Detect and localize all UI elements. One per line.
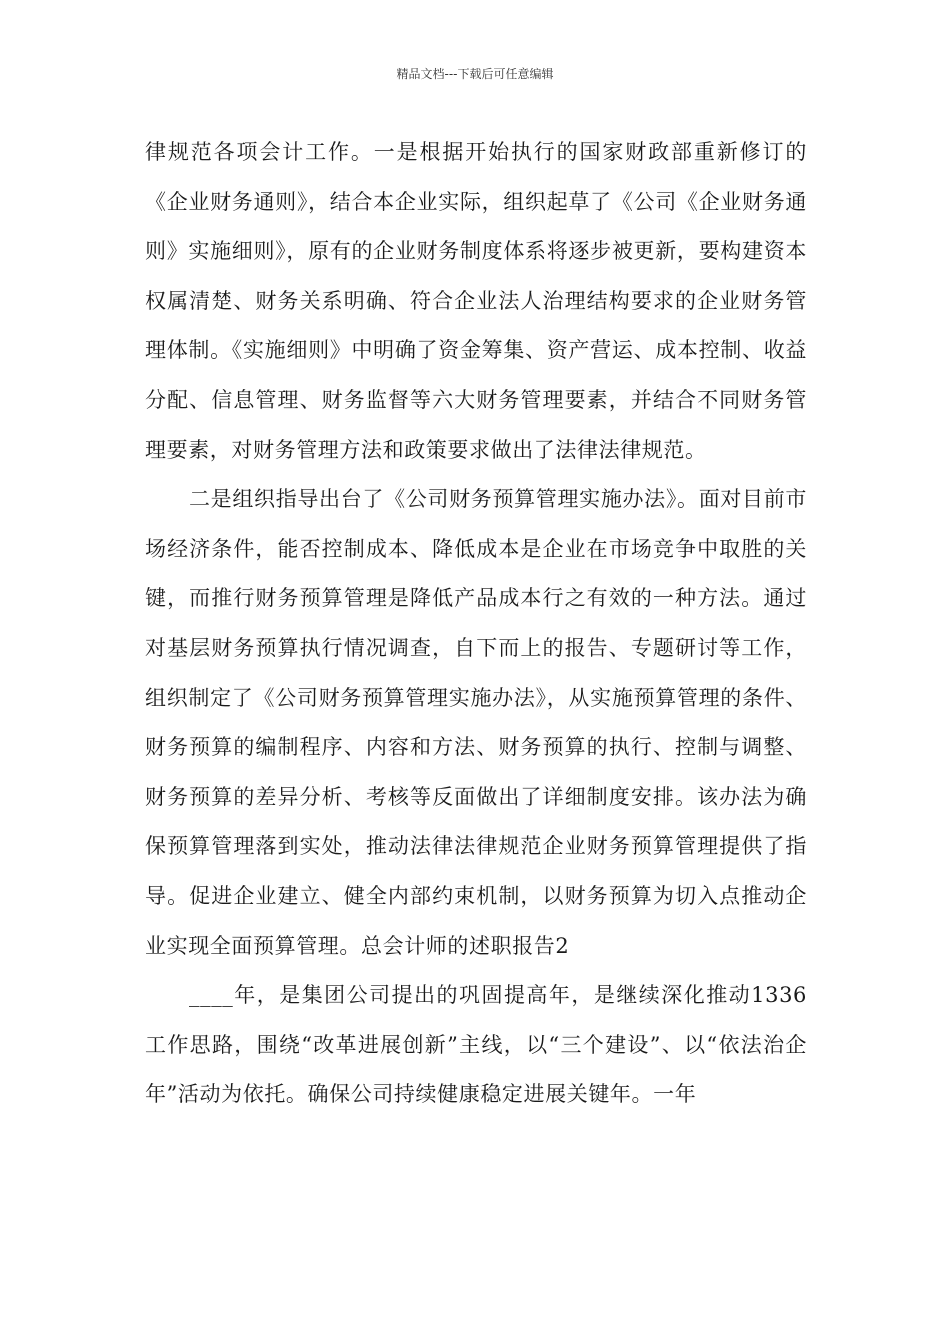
- paragraph-1: 律规范各项会计工作。一是根据开始执行的国家财政部重新修订的《企业财务通则》，结合本企业实际，组织起草了《公司《企业财务通则》实施细则》，原有的企业财务制度体系将逐步被更新，要构建资本权属清楚、财务关系明确、符合企业法人治理结构要求的企业财务管理体制。《实施细则》中明确了资金筹集、资产营运、成本控制、收益分配、信息管理、财务监督等六大财务管理要素，并结合不同财务管理要素，对财务管理方法和政策要求做出了法律法律规范。: [145, 140, 807, 462]
- page-header: 精品文档---下载后可任意编辑: [396, 67, 554, 81]
- paragraph-2: 二是组织指导出台了《公司财务预算管理实施办法》。面对目前市场经济条件，能否控制成本、降低成本是企业在市场竞争中取胜的关键，而推行财务预算管理是降低产品成本行之有效的一种方法。通过对基层财务预算执行情况调查，自下而上的报告、专题研讨等工作，组织制定了《公司财务预算管理实施办法》，从实施预算管理的条件、财务预算的编制程序、内容和方法、财务预算的执行、控制与调整、财务预算的差异分析、考核等反面做出了详细制度安排。该办法为确保预算管理落到实处，推动法律法律规范企业财务预算管理提供了指导。促进企业建立、健全内部约束机制，以财务预算为切入点推动企业实现全面预算管理。总会计师的述职报告2: [145, 487, 807, 958]
- paragraph-3: ____年，是集团公司提出的巩固提高年，是继续深化推动1336工作思路，围绕“改革进展创新”主线，以“三个建设”、以“依法治企年”活动为依托。确保公司持续健康稳定进展关键年。一年: [145, 983, 807, 1107]
- document-body: [145, 128, 807, 1120]
